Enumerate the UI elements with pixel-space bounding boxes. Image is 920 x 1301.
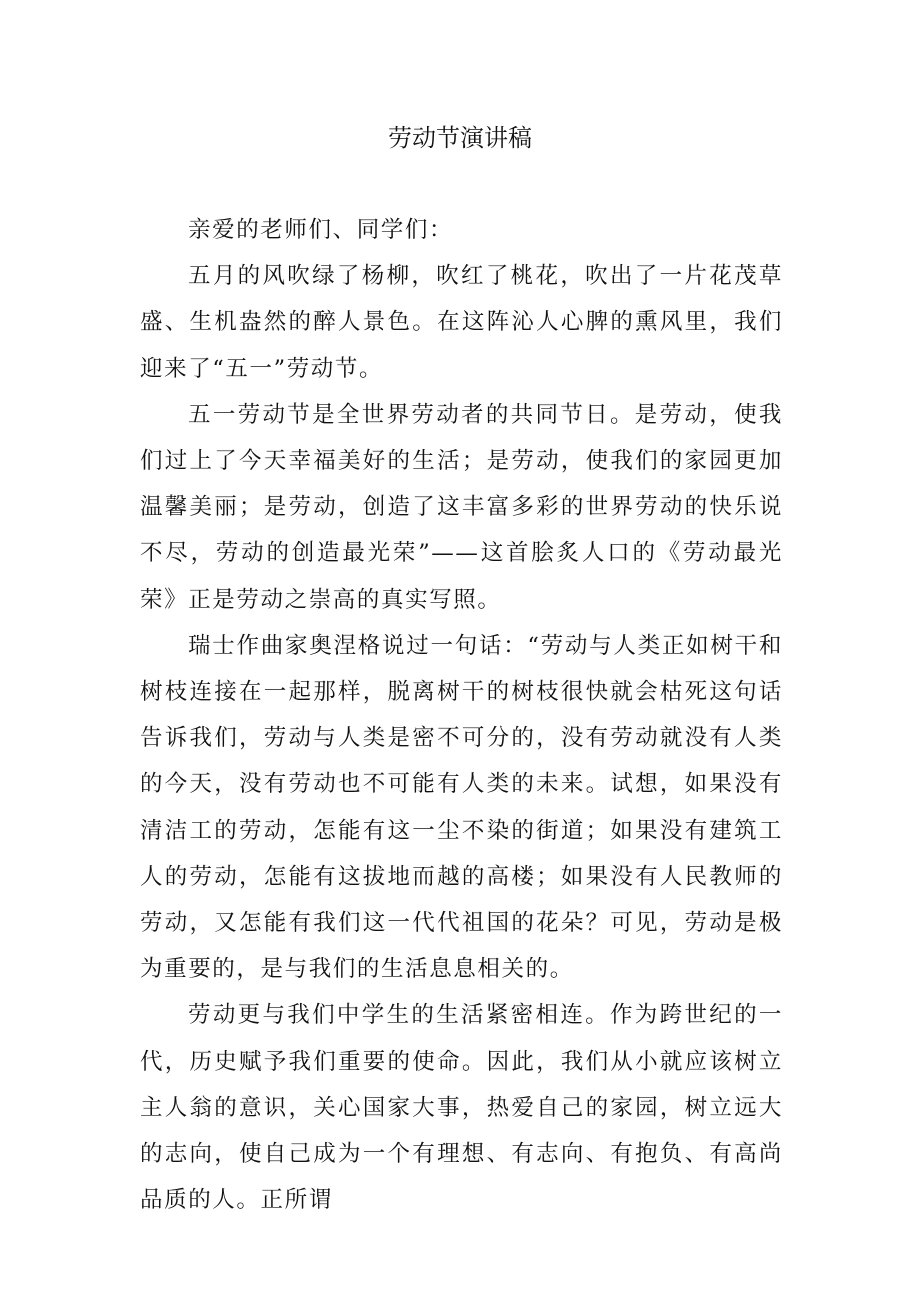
paragraph-2: 五一劳动节是全世界劳动者的共同节日。是劳动，使我们过上了今天幸福美好的生活；是劳动，使我们的家园更加温馨美丽；是劳动，创造了这丰富多彩的世界劳动的快乐说不尽，劳动的创造最光荣”——这首脍炙人口的《劳动最光荣》正是劳动之崇高的真实写照。: [140, 401, 783, 613]
document-title: 劳动节演讲稿: [388, 124, 532, 152]
greeting: 亲爱的老师们、同学们：: [188, 217, 454, 243]
paragraph-3: 瑞士作曲家奥涅格说过一句话：“劳动与人类正如树干和树枝连接在一起那样，脱离树干的树枝很快就会枯死这句话告诉我们，劳动与人类是密不可分的，没有劳动就没有人类的今天，没有劳动也不可能有人类的未来。试想，如果没有清洁工的劳动，怎能有这一尘不染的街道；如果没有建筑工人的劳动，怎能有这拔地而越的高楼；如果没有人民教师的劳动，又怎能有我们这一代代祖国的花朵？可见，劳动是极为重要的，是与我们的生活息息相关的。: [140, 632, 783, 983]
document-body: [140, 207, 783, 1223]
paragraph-1: 五月的风吹绿了杨柳，吹红了桃花，吹出了一片花茂草盛、生机盎然的醉人景色。在这阵沁人心脾的熏风里，我们迎来了“五一”劳动节。: [140, 263, 783, 382]
paragraph-4: 劳动更与我们中学生的生活紧密相连。作为跨世纪的一代，历史赋予我们重要的使命。因此，我们从小就应该树立主人翁的意识，关心国家大事，热爱自己的家园，树立远大的志向，使自己成为一个有理想、有志向、有抱负、有高尚品质的人。正所谓: [140, 1002, 783, 1214]
